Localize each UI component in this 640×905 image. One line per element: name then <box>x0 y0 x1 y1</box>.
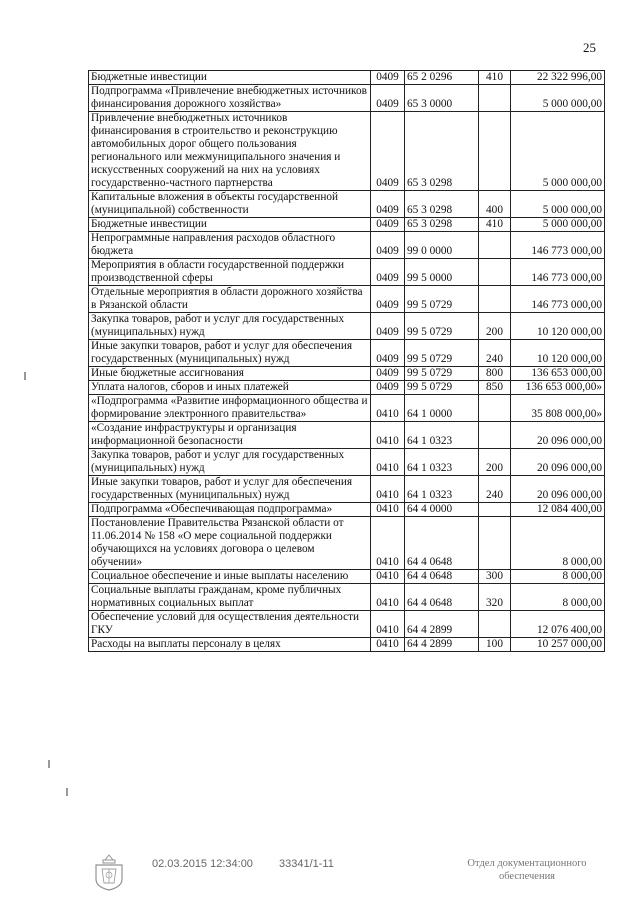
row-type: 200 <box>479 449 511 476</box>
row-target: 99 5 0729 <box>405 286 479 313</box>
page-number: 25 <box>583 40 596 55</box>
row-target: 64 4 0648 <box>405 517 479 570</box>
row-amount: 20 096 000,00 <box>511 476 605 503</box>
row-type: 800 <box>479 367 511 381</box>
footer-doc-number: 33341/1-11 <box>279 858 334 870</box>
footer-stamp: Отдел документационного обеспечения <box>467 858 587 882</box>
table-row <box>89 570 605 584</box>
row-target: 99 5 0000 <box>405 259 479 286</box>
table-row <box>89 340 605 367</box>
table-row <box>89 85 605 112</box>
row-amount: 146 773 000,00 <box>511 259 605 286</box>
row-target: 65 3 0298 <box>405 191 479 218</box>
row-target: 99 5 0729 <box>405 381 479 395</box>
row-section: 0410 <box>371 517 405 570</box>
row-target: 64 4 0648 <box>405 570 479 584</box>
row-amount: 20 096 000,00 <box>511 449 605 476</box>
table-row <box>89 638 605 652</box>
table-row <box>89 611 605 638</box>
row-amount: 10 120 000,00 <box>511 340 605 367</box>
row-name: Обеспечение условий для осуществления деятельности ГКУ <box>89 611 371 638</box>
row-type <box>479 85 511 112</box>
row-target: 99 0 0000 <box>405 232 479 259</box>
row-amount: 5 000 000,00 <box>511 191 605 218</box>
row-type <box>479 112 511 191</box>
row-section: 0409 <box>371 71 405 85</box>
coat-of-arms-emblem <box>92 853 126 891</box>
row-type: 850 <box>479 381 511 395</box>
row-section: 0409 <box>371 85 405 112</box>
row-name: Подпрограмма «Обеспечивающая подпрограмма» <box>89 503 371 517</box>
row-target: 64 4 2899 <box>405 638 479 652</box>
table-row <box>89 449 605 476</box>
row-type: 410 <box>479 71 511 85</box>
row-section: 0410 <box>371 570 405 584</box>
row-name: Мероприятия в области государственной поддержки производственной сферы <box>89 259 371 286</box>
margin-mark <box>24 372 26 380</box>
row-section: 0410 <box>371 503 405 517</box>
table-row <box>89 218 605 232</box>
table-row <box>89 286 605 313</box>
row-target: 64 1 0000 <box>405 395 479 422</box>
table-row <box>89 517 605 570</box>
row-type: 100 <box>479 638 511 652</box>
row-section: 0409 <box>371 340 405 367</box>
row-amount: 8 000,00 <box>511 570 605 584</box>
row-name: Иные бюджетные ассигнования <box>89 367 371 381</box>
row-amount: 35 808 000,00» <box>511 395 605 422</box>
row-type: 320 <box>479 584 511 611</box>
row-name: Закупка товаров, работ и услуг для государственных (муниципальных) нужд <box>89 313 371 340</box>
row-target: 65 2 0296 <box>405 71 479 85</box>
row-amount: 5 000 000,00 <box>511 112 605 191</box>
row-target: 64 1 0323 <box>405 449 479 476</box>
row-target: 99 5 0729 <box>405 340 479 367</box>
row-type <box>479 232 511 259</box>
row-amount: 146 773 000,00 <box>511 232 605 259</box>
row-section: 0409 <box>371 112 405 191</box>
row-target: 64 1 0323 <box>405 422 479 449</box>
row-target: 64 4 0648 <box>405 584 479 611</box>
row-name: Расходы на выплаты персоналу в целях <box>89 638 371 652</box>
table-row <box>89 191 605 218</box>
row-name: Непрограммные направления расходов областного бюджета <box>89 232 371 259</box>
row-name: Социальные выплаты гражданам, кроме публичных нормативных социальных выплат <box>89 584 371 611</box>
table-row <box>89 259 605 286</box>
row-section: 0409 <box>371 191 405 218</box>
row-amount: 136 653 000,00 <box>511 367 605 381</box>
row-target: 65 3 0000 <box>405 85 479 112</box>
row-type <box>479 259 511 286</box>
row-name: Социальное обеспечение и иные выплаты населению <box>89 570 371 584</box>
row-name: Привлечение внебюджетных источников финансирования в строительство и реконструкцию автомобильных дорог общего пользования регионального или межмуниципального значения и искусственных сооружений на них на условиях государственно-частного партнерства <box>89 112 371 191</box>
row-name: Подпрограмма «Привлечение внебюджетных источников финансирования дорожного хозяйства» <box>89 85 371 112</box>
row-section: 0410 <box>371 395 405 422</box>
margin-mark <box>48 760 50 768</box>
row-amount: 10 257 000,00 <box>511 638 605 652</box>
row-name: Иные закупки товаров, работ и услуг для обеспечения государственных (муниципальных) нужд <box>89 340 371 367</box>
row-target: 64 4 0000 <box>405 503 479 517</box>
row-amount: 146 773 000,00 <box>511 286 605 313</box>
table-row <box>89 395 605 422</box>
table-row <box>89 422 605 449</box>
row-amount: 5 000 000,00 <box>511 85 605 112</box>
row-section: 0410 <box>371 611 405 638</box>
row-section: 0409 <box>371 232 405 259</box>
row-name: Закупка товаров, работ и услуг для государственных (муниципальных) нужд <box>89 449 371 476</box>
row-type: 240 <box>479 340 511 367</box>
row-type: 400 <box>479 191 511 218</box>
table-row <box>89 71 605 85</box>
margin-mark <box>66 788 68 796</box>
row-section: 0409 <box>371 367 405 381</box>
row-amount: 12 084 400,00 <box>511 503 605 517</box>
footer-date: 02.03.2015 12:34:00 <box>152 858 253 870</box>
table-row <box>89 313 605 340</box>
table-row <box>89 503 605 517</box>
row-name: Уплата налогов, сборов и иных платежей <box>89 381 371 395</box>
row-type <box>479 422 511 449</box>
row-amount: 136 653 000,00» <box>511 381 605 395</box>
row-name: Отдельные мероприятия в области дорожного хозяйства в Рязанской области <box>89 286 371 313</box>
row-name: Иные закупки товаров, работ и услуг для обеспечения государственных (муниципальных) нужд <box>89 476 371 503</box>
table-row <box>89 476 605 503</box>
row-amount: 8 000,00 <box>511 584 605 611</box>
row-type <box>479 503 511 517</box>
row-type <box>479 395 511 422</box>
row-section: 0409 <box>371 218 405 232</box>
table-row <box>89 381 605 395</box>
row-amount: 5 000 000,00 <box>511 218 605 232</box>
row-section: 0410 <box>371 476 405 503</box>
row-target: 99 5 0729 <box>405 367 479 381</box>
table-row <box>89 112 605 191</box>
row-name: «Создание инфраструктуры и организация информационной безопасности <box>89 422 371 449</box>
row-section: 0410 <box>371 449 405 476</box>
row-type: 200 <box>479 313 511 340</box>
row-amount: 22 322 996,00 <box>511 71 605 85</box>
row-type <box>479 611 511 638</box>
table-row <box>89 367 605 381</box>
row-type: 240 <box>479 476 511 503</box>
row-section: 0410 <box>371 584 405 611</box>
row-amount: 20 096 000,00 <box>511 422 605 449</box>
row-target: 65 3 0298 <box>405 218 479 232</box>
row-target: 64 1 0323 <box>405 476 479 503</box>
row-type: 300 <box>479 570 511 584</box>
row-section: 0409 <box>371 381 405 395</box>
row-amount: 10 120 000,00 <box>511 313 605 340</box>
row-type: 410 <box>479 218 511 232</box>
row-target: 99 5 0729 <box>405 313 479 340</box>
row-section: 0410 <box>371 638 405 652</box>
row-type <box>479 517 511 570</box>
row-section: 0410 <box>371 422 405 449</box>
row-name: Бюджетные инвестиции <box>89 71 371 85</box>
row-name: Бюджетные инвестиции <box>89 218 371 232</box>
row-name: Постановление Правительства Рязанской области от 11.06.2014 № 158 «О мере социальной поддержки обучающихся на условиях договора о целевом обучении» <box>89 517 371 570</box>
row-type <box>479 286 511 313</box>
row-section: 0409 <box>371 286 405 313</box>
row-amount: 8 000,00 <box>511 517 605 570</box>
row-target: 64 4 2899 <box>405 611 479 638</box>
row-amount: 12 076 400,00 <box>511 611 605 638</box>
row-name: «Подпрограмма «Развитие информационного общества и формирование электронного правительства» <box>89 395 371 422</box>
budget-table <box>88 70 605 652</box>
row-target: 65 3 0298 <box>405 112 479 191</box>
budget-table-body <box>89 71 605 652</box>
table-row <box>89 584 605 611</box>
row-section: 0409 <box>371 313 405 340</box>
table-row <box>89 232 605 259</box>
row-section: 0409 <box>371 259 405 286</box>
row-name: Капитальные вложения в объекты государственной (муниципальной) собственности <box>89 191 371 218</box>
